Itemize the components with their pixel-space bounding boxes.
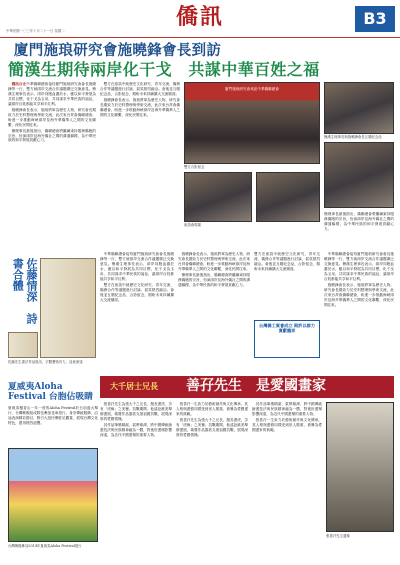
meeting-photo-1 xyxy=(184,172,252,222)
feature-kicker: 大千居士兄長 xyxy=(110,381,158,391)
calligraphy-scroll-2 xyxy=(8,332,38,358)
middle-body-4: 簡理事長最後指出，僑聯總會將繼續秉持服務僑胞的宗旨，扮演兩岸及海外僑社之間的溝通橋樑，為中華民族的和平發展貢獻心力。 xyxy=(178,272,250,287)
feature-column-3 xyxy=(252,402,322,558)
lead-body-2: 施曉鋒會長表示，施琅將軍為歷史人物，研究會長期致力於史料整理與學術交流，此次來台拜會僑聯總會，盼進一步推動海峽兩岸及海外華僑華人之間的文化聯繫，深化民間往來。 xyxy=(8,107,96,127)
lead-column-2 xyxy=(100,82,180,250)
lead-byline: 僑訊台北 xyxy=(11,82,27,86)
middle-column-2 xyxy=(178,252,250,372)
group-photo xyxy=(184,82,320,164)
middle-body-1: 中華僑聯總會接待廈門施琅研究會會長施曉鋒等一行，雙方就兩岸交流合作議題廣泛交換意見。簡漢生理事長表示，兩岸同胞血濃於水，應以和平發展為共同目標，化干戈為玉帛，共同謀求中華民族的福祉，讓兩岸百姓都能共享和平紅利。 xyxy=(100,252,174,281)
calligraphy-scroll-1 xyxy=(40,258,96,358)
aloha-body: 夏威夷檀香山一年一度的Aloha Festival於日前盛大舉行，台灣鄉親組成隊伍參加花車遊行，身穿傳統服飾，沿途表演精彩節目，吸引大批民眾駐足觀賞，展現台灣文化特色，獲得熱烈迴響。 xyxy=(8,406,98,425)
page-number: B3 xyxy=(355,6,395,32)
middle-column-1 xyxy=(100,252,174,372)
portrait-photo xyxy=(326,402,394,532)
feature-body-1b: 張善孖先生為張大千之兄長，擅長畫虎，享有「虎痴」之美譽。抗戰期間，他遠赴歐美舉辦畫展，義賣作品籌款支援祖國抗戰，展現深厚的愛國情操。 xyxy=(176,417,248,437)
lead-body-4: 簡理事長最後指出，僑聯總會將繼續秉持服務僑胞的宗旨，扮演兩岸及海外僑社之間的溝通橋樑，為中華民族的和平發展貢獻心力。 xyxy=(8,128,96,143)
lead-headline: 廈門施琅研究會施曉鋒會長到訪 xyxy=(14,42,222,59)
gift-exchange-photo xyxy=(324,82,394,134)
right-column-text: 簡理事長最後指出，僑聯總會將繼續秉持服務僑胞的宗旨，扮演兩岸及海外僑社之間的溝通橋樑，為中華民族的和平發展貢獻心力。 xyxy=(324,212,394,231)
lead-body-2b: 施曉鋒會長表示，施琅將軍為歷史人物，研究會長期致力於史料整理與學術交流，此次來台拜會僑聯總會，盼進一步推動海峽兩岸及海外華僑華人之間的文化聯繫，深化民間往來。 xyxy=(100,97,180,117)
meeting-photo-caption: 座談會現場 xyxy=(184,223,201,227)
aloha-parade-photo xyxy=(8,448,98,542)
right-column-text-2 xyxy=(324,252,394,372)
middle-column-3: 雙方在座談中就歷史文化研究、青年交流、僑務合作等議題進行討論，氣氛熱烈融洽。會後並互贈紀念品，合影留念，期盼未來持續擴大交流層面。 xyxy=(254,252,320,271)
meeting-photo-2 xyxy=(256,172,320,222)
feature-column-1 xyxy=(100,402,172,558)
right-body-1: 中華僑聯總會接待廈門施琅研究會會長施曉鋒等一行，雙方就兩岸交流合作議題廣泛交換意見。簡漢生理事長表示，兩岸同胞血濃於水，應以和平發展為共同目標，化干戈為玉帛，共同謀求中華民族的福祉，讓兩岸百姓都能共享和平紅利。 xyxy=(324,252,394,281)
lead-subheadline: 簡漢生期待兩岸化干戈 共謀中華百姓之福 xyxy=(8,60,320,79)
lead-body-1: 中華僑聯總會接待廈門施琅研究會會長施曉鋒等一行，雙方就兩岸交流合作議題廣泛交換意見。簡漢生理事長表示，兩岸同胞血濃於水，應以和平發展為共同目標，化干戈為玉帛，共同謀求中華民族的福祉，讓兩岸百姓都能共享和平紅利。 xyxy=(8,82,96,106)
callout-box: 台灣僑工貿會成立 期許以群力責獻龍祥 xyxy=(254,320,320,358)
lead-body-3: 雙方在座談中就歷史文化研究、青年交流、僑務合作等議題進行討論，氣氛熱烈融洽。會後並互贈紀念品，合影留念，期盼未來持續擴大交流層面。 xyxy=(100,82,180,96)
right-body-2: 施曉鋒會長表示，施琅將軍為歷史人物，研究會長期致力於史料整理與學術交流，此次來台拜會僑聯總會，盼進一步推動海峽兩岸及海外華僑華人之間的文化聯繫，深化民間往來。 xyxy=(324,282,394,307)
feature-body-2b: 其作品筆墨精湛，氣勢雄渾，將中國傳統繪畫技法與民族精神融為一體，對後世畫壇影響深遠，為近代中國畫壇的重要人物。 xyxy=(252,402,322,416)
portrait-caption: 張善孖先生遺像 xyxy=(326,534,350,538)
gift-photo-caption: 簡漢生理事長與施曉鋒會長互贈紀念品 xyxy=(324,135,382,139)
feature-body-2: 其作品筆墨精湛，氣勢雄渾，將中國傳統繪畫技法與民族精神融為一體，對後世畫壇影響深遠，為近代中國畫壇的重要人物。 xyxy=(100,422,172,437)
feature-body-3b: 張善孖一生致力於藝術創作與文化傳承，其人格與畫藝同樣受到世人敬重，被譽為愛國畫家的典範。 xyxy=(252,417,322,432)
art-vertical-title: 佐藤情深 詩書合體 xyxy=(11,258,38,324)
speech-photo xyxy=(324,142,394,208)
middle-body-2: 施曉鋒會長表示，施琅將軍為歷史人物，研究會長期致力於史料整理與學術交流，此次來台拜會僑聯總會，盼進一步推動海峽兩岸及海外華僑華人之間的文化聯繫，深化民間往來。 xyxy=(178,252,250,271)
photo-banner-text: 廈門施琅研究會來訪中華僑聯總會 xyxy=(225,87,279,91)
middle-body-3: 雙方在座談中就歷史文化研究、青年交流、僑務合作等議題進行討論，氣氛熱烈融洽。會後並互贈紀念品，合影留念，期盼未來持續擴大交流層面。 xyxy=(100,282,174,302)
art-caption: 佐藤先生書法作品展出，字體蒼勁有力，詩意深遠 xyxy=(8,360,83,364)
feature-body-3: 張善孖一生致力於藝術創作與文化傳承，其人格與畫藝同樣受到世人敬重，被譽為愛國畫家的典範。 xyxy=(176,402,248,416)
feature-title: 善孖先生 是愛國畫家 xyxy=(186,378,326,394)
group-photo-caption: 雙方合影留念 xyxy=(184,165,205,169)
aloha-title: 夏威夷Aloha Festival 台胞佔吸睛 xyxy=(8,382,93,403)
feature-body-1: 張善孖先生為張大千之兄長，擅長畫虎，享有「虎痴」之美譽。抗戰期間，他遠赴歐美舉辦畫展，義賣作品籌款支援祖國抗戰，展現深厚的愛國情操。 xyxy=(100,402,172,421)
feature-column-2 xyxy=(176,402,248,558)
dateline: 中華民國一〇三年十月二十一日 星期二 xyxy=(6,29,65,33)
newspaper-brand: 僑訊 xyxy=(175,4,224,30)
lead-column-1 xyxy=(8,82,96,250)
aloha-caption: 台灣鄉親參加2014年夏威夷Aloha Festival遊行 xyxy=(8,544,82,548)
